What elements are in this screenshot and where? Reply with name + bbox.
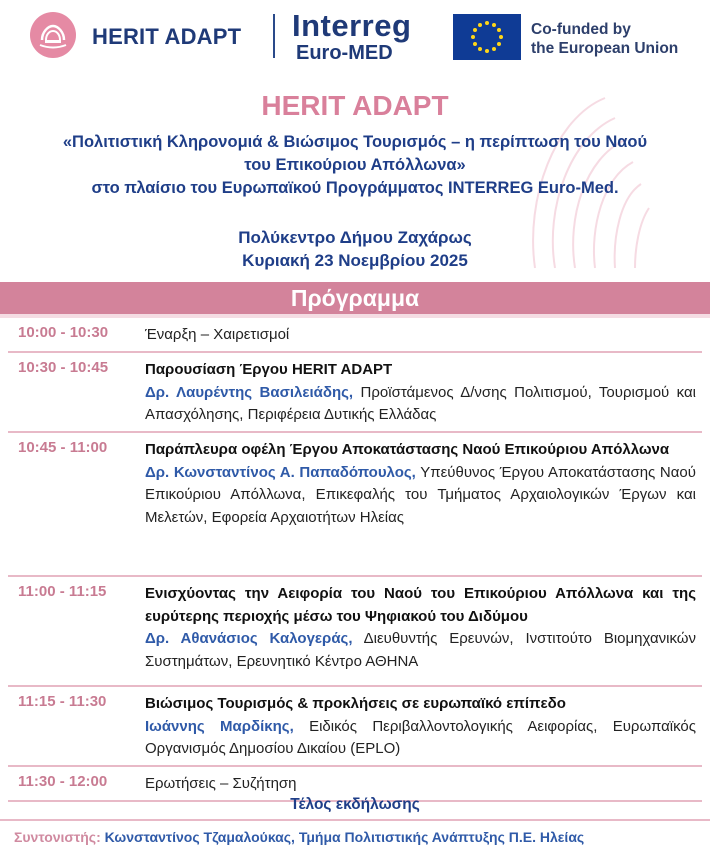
schedule-row bbox=[8, 353, 702, 433]
coordinator-divider bbox=[0, 819, 710, 821]
schedule-time: 10:30 - 10:45 bbox=[18, 359, 109, 376]
herit-adapt-logo-icon bbox=[30, 12, 76, 58]
schedule-row bbox=[8, 318, 702, 353]
program-heading-bar bbox=[0, 282, 710, 314]
event-date: Κυριακή 23 Νοεμβρίου 2025 bbox=[242, 251, 468, 270]
schedule-row bbox=[8, 687, 702, 767]
cofunded-line-2: the European Union bbox=[531, 40, 679, 57]
schedule-event: Βιώσιμος Τουρισμός & προκλήσεις σε ευρωπαϊκό επίπεδο bbox=[145, 695, 566, 712]
cofunded-line-1: Co-funded by bbox=[531, 21, 631, 38]
schedule-content bbox=[145, 577, 702, 685]
schedule-event: Ερωτήσεις – Συζήτηση bbox=[145, 775, 297, 792]
schedule-affiliation: Υπεύθυνος Έργου Αποκατάστασης Ναού Επικούριου Απόλλωνα, Επικεφαλής του Τμήματος Αρχαιολογικών Έργων και Μελετών, Εφορεία Αρχαιοτήτων Ηλείας bbox=[145, 463, 696, 526]
subtitle-line-2: του Επικούριου Απόλλωνα» bbox=[244, 156, 466, 174]
venue-block bbox=[0, 226, 710, 272]
schedule-affiliation: Διευθυντής Ερευνών, Ινστιτούτο Βιομηχανικών Συστημάτων, Ερευνητικό Κέντρο ΑΘΗΝΑ bbox=[145, 630, 696, 670]
event-subtitle bbox=[14, 131, 696, 200]
schedule-content bbox=[145, 687, 702, 765]
subtitle-line-3: στο πλαίσιο του Ευρωπαϊκού Προγράμματος INTERREG Euro-Med. bbox=[91, 179, 619, 197]
cofunded-text bbox=[531, 20, 678, 58]
program-heading: Πρόγραμμα bbox=[290, 285, 420, 311]
schedule-event: Παράπλευρα οφέλη Έργου Αποκατάστασης Ναού Επικούριου Απόλλωνα bbox=[145, 441, 670, 458]
schedule-speaker: Δρ. Κωνσταντίνος Α. Παπαδόπουλος, bbox=[145, 463, 416, 481]
schedule-event: Έναρξη – Χαιρετισμοί bbox=[145, 326, 290, 343]
schedule-event: Ενισχύοντας την Αειφορία του Ναού του Επικούριου Απόλλωνα και της ευρύτερης περιοχής μέσω του Ψηφιακού του Διδύμου bbox=[145, 585, 696, 625]
schedule-speaker: Δρ. Λαυρέντης Βασιλειάδης, bbox=[145, 383, 354, 401]
logo-divider bbox=[273, 14, 275, 58]
schedule-row bbox=[8, 577, 702, 687]
schedule-affiliation: Ειδικός Περιβαλλοντολογικής Αειφορίας, Ευρωπαϊκός Οργανισμός Δημοσίου Δικαίου (EPLO) bbox=[145, 717, 696, 757]
venue-name: Πολύκεντρο Δήμου Ζαχάρως bbox=[238, 228, 472, 247]
herit-adapt-logo-text: HERIT ADAPT bbox=[92, 24, 242, 49]
page-title: HERIT ADAPT bbox=[261, 90, 449, 121]
schedule-time: 10:00 - 10:30 bbox=[18, 324, 109, 341]
end-of-event: Τέλος εκδήλωσης bbox=[290, 796, 420, 813]
schedule-time: 10:45 - 11:00 bbox=[18, 439, 108, 456]
schedule-time: 11:15 - 11:30 bbox=[18, 693, 107, 710]
schedule-row bbox=[8, 433, 702, 577]
schedule-affiliation: Προϊστάμενος Δ/νσης Πολιτισμού, Τουρισμού και Απασχόλησης, Περιφέρεια Δυτικής Ελλάδας bbox=[145, 383, 697, 423]
interreg-logo-text: Interreg bbox=[292, 8, 412, 43]
coordinator-label: Συντονιστής: bbox=[14, 829, 101, 845]
schedule-time: 11:00 - 11:15 bbox=[18, 583, 107, 600]
subtitle-line-1: «Πολιτιστική Κληρονομιά & Βιώσιμος Τουρισμός – η περίπτωση του Ναού bbox=[62, 133, 648, 151]
schedule-speaker: Ιωάννης Μαρδίκης, bbox=[145, 717, 294, 735]
schedule-speaker: Δρ. Αθανάσιος Καλογεράς, bbox=[145, 630, 353, 647]
schedule-content bbox=[145, 318, 702, 351]
schedule-content bbox=[145, 353, 702, 431]
schedule-event: Παρουσίαση Έργου HERIT ADAPT bbox=[145, 361, 393, 378]
logo-header bbox=[0, 0, 710, 78]
schedule-table bbox=[8, 318, 702, 802]
eu-flag-icon bbox=[453, 14, 521, 60]
schedule-content bbox=[145, 433, 702, 575]
coordinator-line bbox=[14, 829, 584, 845]
coordinator-name: Κωνσταντίνος Τζαμαλούκας, Τμήμα Πολιτιστικής Ανάπτυξης Π.Ε. Ηλείας bbox=[104, 829, 585, 845]
euromed-logo-text: Euro-MED bbox=[296, 42, 393, 64]
schedule-time: 11:30 - 12:00 bbox=[18, 773, 108, 790]
